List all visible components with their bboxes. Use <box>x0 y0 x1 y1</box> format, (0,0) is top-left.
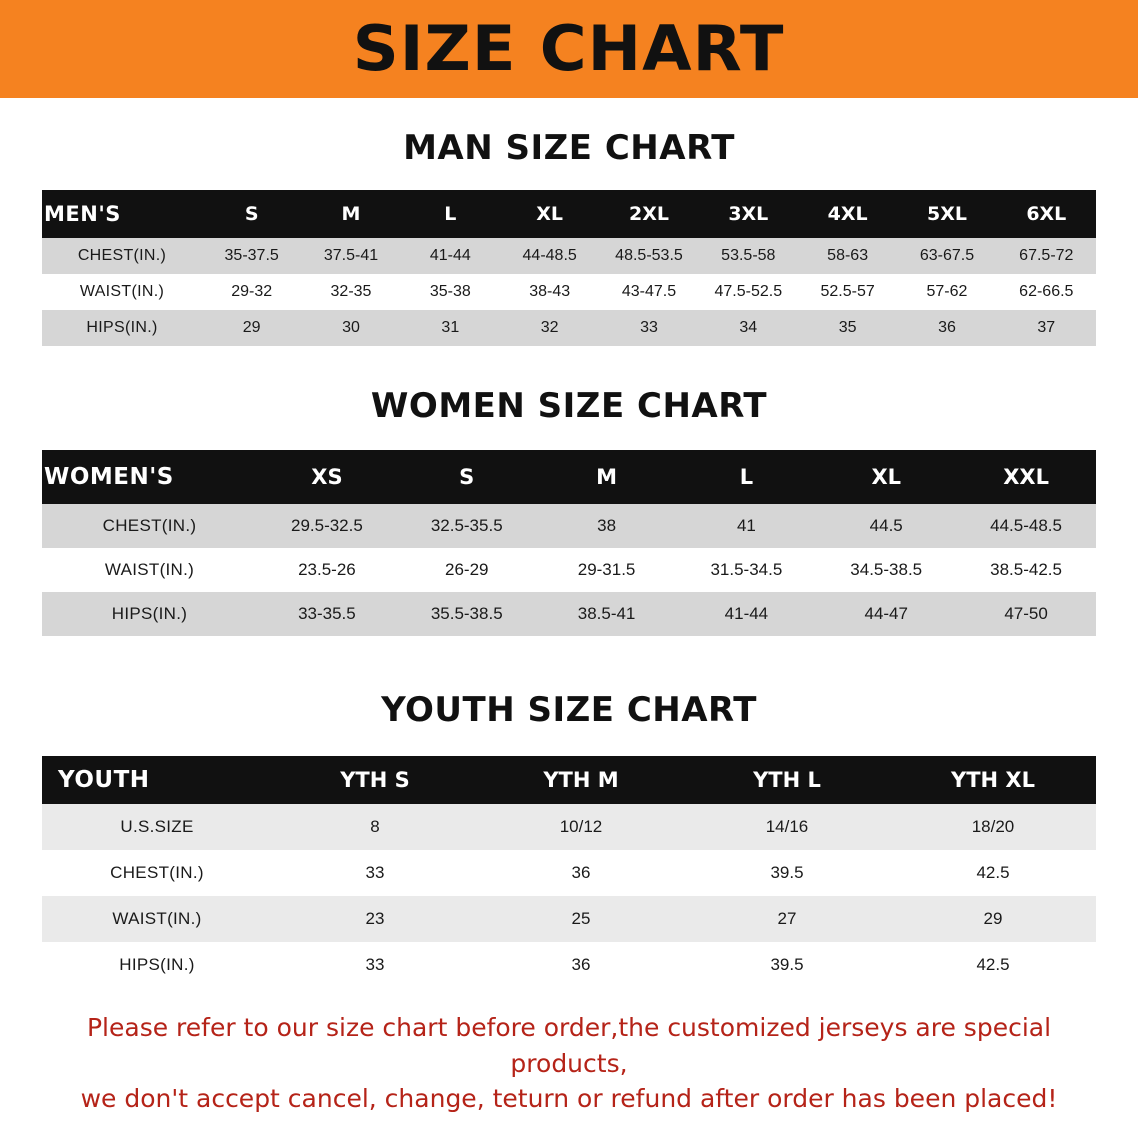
cell: 44-47 <box>864 604 908 623</box>
cell: 38-43 <box>529 283 571 300</box>
column-header-5xl: 5XL <box>926 203 967 225</box>
row-label-chest: CHEST(IN.) <box>77 247 167 264</box>
cell: 38.5-41 <box>577 604 636 623</box>
column-header-xs: XS <box>311 465 343 489</box>
column-header-yth-xl: YTH XL <box>951 768 1035 792</box>
cell: 42.5 <box>976 955 1010 974</box>
column-header-l: L <box>444 203 457 225</box>
cell: 41-44 <box>429 247 471 264</box>
cell: 29-32 <box>231 283 273 300</box>
cell: 47-50 <box>1004 604 1048 623</box>
women-table-wrapper <box>42 450 1096 636</box>
cell: 26-29 <box>445 560 489 579</box>
cell: 36 <box>571 863 591 882</box>
cell: 8 <box>370 817 380 836</box>
women-section-title: WOMEN SIZE CHART <box>370 386 768 426</box>
cell: 44.5 <box>869 516 903 535</box>
cell: 35 <box>838 319 857 336</box>
column-header-xl: XL <box>536 203 564 225</box>
table-row <box>42 274 1096 310</box>
cell: 67.5-72 <box>1019 247 1074 264</box>
youth-section-title: YOUTH SIZE CHART <box>381 690 757 730</box>
cell: 57-62 <box>926 283 968 300</box>
column-header-yth-l: YTH L <box>753 768 821 792</box>
table-row <box>42 942 1096 988</box>
cell: 35-38 <box>429 283 471 300</box>
table-row <box>42 504 1096 548</box>
row-label-us-size: U.S.SIZE <box>120 817 194 836</box>
table-row <box>42 804 1096 850</box>
cell: 38.5-42.5 <box>990 560 1062 579</box>
column-header-yth-s: YTH S <box>340 768 410 792</box>
cell: 33-35.5 <box>298 604 356 623</box>
cell: 47.5-52.5 <box>714 283 783 300</box>
column-header-mens: MEN'S <box>44 202 121 226</box>
cell: 14/16 <box>765 817 809 836</box>
table-header-row <box>42 756 1096 804</box>
cell: 27 <box>777 909 797 928</box>
cell: 29 <box>983 909 1003 928</box>
row-label-hips: HIPS(IN.) <box>119 955 195 974</box>
man-table-wrapper <box>42 190 1096 346</box>
row-label-waist: WAIST(IN.) <box>112 909 202 928</box>
policy-note-line-1: Please refer to our size chart before order,the customized jerseys are special products, <box>86 1013 1052 1078</box>
column-header-m: M <box>596 465 618 489</box>
cell: 35-37.5 <box>224 247 279 264</box>
row-label-hips: HIPS(IN.) <box>111 604 188 623</box>
cell: 43-47.5 <box>621 283 677 300</box>
column-header-xxl: XXL <box>1003 465 1049 489</box>
cell: 42.5 <box>976 863 1010 882</box>
cell: 31.5-34.5 <box>710 560 783 579</box>
table-row <box>42 592 1096 636</box>
cell: 25 <box>571 909 591 928</box>
page-title: SIZE CHART <box>353 12 785 85</box>
column-header-4xl: 4XL <box>827 203 868 225</box>
man-section-title: MAN SIZE CHART <box>403 128 735 168</box>
cell: 10/12 <box>559 817 603 836</box>
column-header-womens: WOMEN'S <box>44 464 174 490</box>
cell: 29 <box>242 319 261 336</box>
cell: 39.5 <box>770 955 804 974</box>
cell: 36 <box>938 319 956 336</box>
cell: 58-63 <box>827 247 869 264</box>
policy-note-line-2: we don't accept cancel, change, teturn or refund after order has been placed! <box>80 1084 1058 1113</box>
man-size-table <box>42 190 1096 346</box>
cell: 23 <box>365 909 385 928</box>
table-row <box>42 850 1096 896</box>
youth-table-wrapper <box>42 756 1096 988</box>
cell: 32 <box>540 319 559 336</box>
cell: 37.5-41 <box>323 247 379 264</box>
column-header-xl: XL <box>871 465 902 489</box>
table-row <box>42 896 1096 942</box>
column-header-s: S <box>244 203 259 225</box>
cell: 33 <box>640 319 658 336</box>
cell: 31 <box>441 319 460 336</box>
cell: 33 <box>365 955 385 974</box>
column-header-2xl: 2XL <box>628 203 669 225</box>
cell: 33 <box>365 863 385 882</box>
cell: 18/20 <box>971 817 1015 836</box>
row-label-waist: WAIST(IN.) <box>104 560 195 579</box>
column-header-yth-m: YTH M <box>543 768 619 792</box>
table-row <box>42 238 1096 274</box>
cell: 32.5-35.5 <box>430 516 503 535</box>
row-label-chest: CHEST(IN.) <box>102 516 197 535</box>
cell: 44.5-48.5 <box>990 516 1062 535</box>
cell: 41 <box>736 516 756 535</box>
column-header-l: L <box>739 465 754 489</box>
cell: 29-31.5 <box>577 560 636 579</box>
column-header-s: S <box>459 465 475 489</box>
cell: 35.5-38.5 <box>430 604 503 623</box>
column-header-3xl: 3XL <box>728 203 769 225</box>
column-header-6xl: 6XL <box>1026 203 1067 225</box>
cell: 52.5-57 <box>820 283 875 300</box>
cell: 38 <box>597 516 617 535</box>
cell: 30 <box>342 319 360 336</box>
cell: 23.5-26 <box>298 560 356 579</box>
table-row <box>42 310 1096 346</box>
page-banner <box>0 0 1138 98</box>
cell: 63-67.5 <box>919 247 975 264</box>
cell: 39.5 <box>770 863 804 882</box>
cell: 37 <box>1037 319 1056 336</box>
table-header-row <box>42 190 1096 238</box>
cell: 32-35 <box>330 283 372 300</box>
cell: 34 <box>739 319 758 336</box>
table-header-row <box>42 450 1096 504</box>
policy-note <box>34 1010 1104 1117</box>
column-header-m: M <box>341 203 361 225</box>
cell: 44-48.5 <box>522 247 577 264</box>
cell: 36 <box>571 955 591 974</box>
column-header-youth: YOUTH <box>58 767 150 793</box>
cell: 62-66.5 <box>1019 283 1074 300</box>
youth-size-table <box>42 756 1096 988</box>
women-size-table <box>42 450 1096 636</box>
cell: 29.5-32.5 <box>290 516 363 535</box>
cell: 48.5-53.5 <box>615 247 683 264</box>
row-label-chest: CHEST(IN.) <box>110 863 204 882</box>
row-label-waist: WAIST(IN.) <box>79 283 165 300</box>
cell: 41-44 <box>724 604 769 623</box>
table-row <box>42 548 1096 592</box>
cell: 53.5-58 <box>721 247 776 264</box>
row-label-hips: HIPS(IN.) <box>86 319 158 336</box>
cell: 34.5-38.5 <box>850 560 923 579</box>
